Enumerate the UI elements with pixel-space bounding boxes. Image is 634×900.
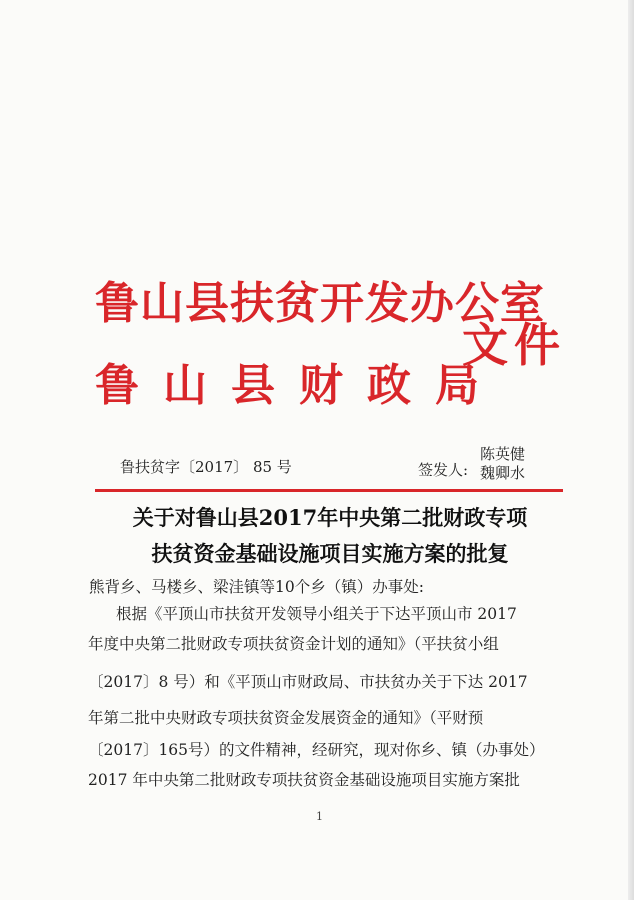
issuer-name-2: 鲁山县财政局 [95, 360, 503, 411]
body-line: 2017 年中央第二批财政专项扶贫资金基础设施项目实施方案批 [88, 771, 520, 789]
page-number: 1 [316, 810, 323, 823]
body-line: 〔2017〕8 号）和《平顶山市财政局、市扶贫办关于下达 2017 [88, 673, 528, 691]
document-type: 文件 [462, 318, 566, 372]
body-line: 年度中央第二批财政专项扶贫资金计划的通知》（平扶贫小组 [88, 635, 499, 653]
issuer-name-1: 鲁山县扶贫开发办公室 [95, 278, 545, 329]
body-line: 根据《平顶山市扶贫开发领导小组关于下达平顶山市 2017 [116, 605, 517, 623]
signer-name: 陈英健 [480, 445, 526, 463]
scan-edge [628, 0, 634, 900]
document-number: 鲁扶贫字〔2017〕 85 号 [120, 458, 292, 476]
signer-label: 签发人: [418, 461, 469, 479]
document-title-line-2: 扶贫资金基础设施项目实施方案的批复 [151, 541, 509, 566]
red-separator-line [95, 489, 563, 492]
signer-names [480, 445, 525, 483]
body-line: 年第二批中央财政专项扶贫资金发展资金的通知》（平财预 [88, 709, 484, 727]
body-line: 〔2017〕165号）的文件精神，经研究，现对你乡、镇（办事处） [88, 741, 545, 759]
signer-name: 魏卿水 [480, 464, 526, 482]
recipient-line: 熊背乡、马楼乡、梁洼镇等10个乡（镇）办事处: [89, 578, 424, 596]
document-title-line-1: 关于对鲁山县2017年中央第二批财政专项 [132, 505, 528, 530]
